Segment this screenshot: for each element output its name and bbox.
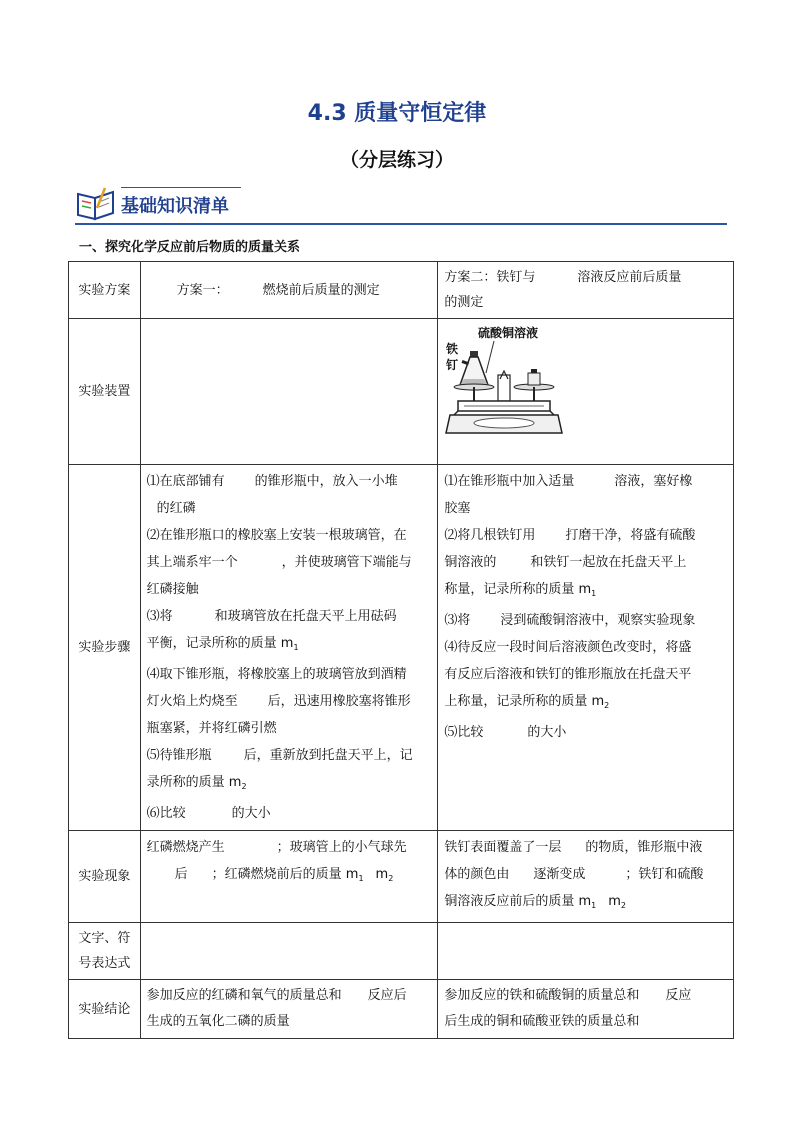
row-label: 实验方案 <box>69 262 141 319</box>
section-title: 基础知识清单 <box>121 196 229 217</box>
step-text: 平衡，记录所称的质量 m <box>146 636 294 651</box>
plan-one-cell <box>140 262 438 319</box>
sub-heading: 一、探究化学反应前后物质的质量关系 <box>79 240 301 255</box>
plan-two-text-2: 的测定 <box>444 295 484 310</box>
table-row <box>69 923 734 980</box>
step-text: 瓶塞紧，并将红磷引燃 <box>146 721 277 736</box>
nail-label-1: 铁 <box>446 342 459 356</box>
nail-label-2: 钉 <box>446 358 459 372</box>
apparatus-cell-b <box>438 319 734 465</box>
conclusion-text: 参加反应的红磷和氧气的质量总和 <box>146 988 342 1003</box>
step-text: 的锥形瓶中，放入一小堆 <box>254 474 398 489</box>
step-text: ⑶将 <box>444 613 471 628</box>
step-text: 有反应后溶液和铁钉的锥形瓶放在托盘天平 <box>444 667 692 682</box>
plan-two-label: 方案二：铁钉与 <box>444 270 536 285</box>
phenomenon-text: 后 <box>174 867 188 882</box>
step-text: ⑵将几根铁钉用 <box>444 528 536 543</box>
phenomenon-text: m <box>375 867 389 882</box>
step-text: ⑸比较 <box>444 725 484 740</box>
experiment-table <box>68 261 734 1039</box>
step-text: 称量，记录所称的质量 m <box>444 582 592 597</box>
steps-cell-a: ⑴在底部铺有 的锥形瓶中，放入一小堆 的红磷 ⑵在锥形瓶口的橡胶塞上安装一根玻璃管，在 其上端系牢一个 ，并使玻璃管下端能与 红磷接触 ⑶将 和玻璃管放在托盘天平上用砝码 平衡，记录所称的质量 $m_1$ ⑷取下锥形瓶，将橡胶塞上的玻璃管放到酒精 灯火焰上灼烧至 后，迅速用橡胶塞将锥形 瓶塞紧，并将红磷引燃 ⑸待锥形瓶 后，重新放到托盘天平上，记 录所称的质量 $m_2$ ⑹比较 的大小 <box>140 465 438 831</box>
copper-sulfate-label: 硫酸铜溶液 <box>478 326 539 340</box>
phenomenon-text: ；红磷燃烧前后的质量 m <box>211 867 359 882</box>
step-text: ⑷待反应一段时间后溶液颜色改变时，将盛 <box>444 640 692 655</box>
step-text: ，并使玻璃管下端能与 <box>281 555 412 570</box>
conclusion-cell-a <box>140 980 438 1039</box>
plan-two-cell <box>438 262 734 319</box>
step-text: 和铁钉一起放在托盘天平上 <box>530 555 687 570</box>
page-subtitle: （分层练习） <box>339 149 454 171</box>
phenomenon-text: ；玻璃管上的小气球先 <box>276 840 407 855</box>
step-text: 溶液，塞好橡 <box>614 474 693 489</box>
phenomenon-text: ；铁钉和硫酸 <box>625 867 704 882</box>
step-text: 上称量，记录所称的质量 m <box>444 694 605 709</box>
phenomenon-text: 铜溶液反应前后的质量 m <box>444 894 592 909</box>
row-label: 实验结论 <box>69 980 141 1039</box>
step-text: ⑴在底部铺有 <box>146 474 225 489</box>
step-text: ⑴在锥形瓶中加入适量 <box>444 474 575 489</box>
phenomenon-cell-a: 红磷燃烧产生 ；玻璃管上的小气球先 后 ；红磷燃烧前后的质量 $m_1$ $m_2$ <box>140 831 438 923</box>
conclusion-text: 后生成的铜和硫酸亚铁的质量总和 <box>444 1014 640 1029</box>
conclusion-text: 反应 <box>665 988 692 1003</box>
steps-cell-b: ⑴在锥形瓶中加入适量 溶液，塞好橡 胶塞 ⑵将几根铁钉用 打磨干净，将盛有硫酸 铜溶液的 和铁钉一起放在托盘天平上 称量，记录所称的质量 $m_1$ ⑶将 浸到硫酸铜溶液中，观察实验现象 ⑷待反应一段时间后溶液颜色改变时，将盛 有反应后溶液和铁钉的锥形瓶放在托盘天平 上称量，记录所称的质量 $m_2$ ⑸比较 的大小 <box>438 465 734 831</box>
phenomenon-text: 体的颜色由 <box>444 867 510 882</box>
phenomenon-cell-b: 铁钉表面覆盖了一层 的物质，锥形瓶中液 体的颜色由 逐渐变成 ；铁钉和硫酸 铜溶液反应前后的质量 $m_1$ $m_2$ <box>438 831 734 923</box>
section-accent-line <box>121 187 241 188</box>
table-row <box>69 319 734 465</box>
row-label: 实验现象 <box>69 831 141 923</box>
step-text: ⑶将 <box>146 609 173 624</box>
plan-one-label: 方案一： <box>176 282 229 298</box>
book-icon <box>75 186 117 222</box>
step-text: 浸到硫酸铜溶液中，观察实验现象 <box>500 613 696 628</box>
conclusion-text: 反应后 <box>367 988 407 1003</box>
conclusion-cell-b <box>438 980 734 1039</box>
balance-apparatus-image <box>444 323 564 453</box>
step-text: 的大小 <box>527 725 567 740</box>
phenomenon-text: 铁钉表面覆盖了一层 <box>444 840 562 855</box>
step-text: 录所称的质量 m <box>146 775 242 790</box>
section-divider <box>75 223 727 225</box>
step-text: 铜溶液的 <box>444 555 497 570</box>
step-text: 其上端系牢一个 <box>146 555 238 570</box>
table-row <box>69 980 734 1039</box>
step-text: ⑷取下锥形瓶，将橡胶塞上的玻璃管放到酒精 <box>146 667 407 682</box>
expression-cell-a <box>140 923 438 980</box>
row-label: 文字、符 号表达式 <box>69 923 141 980</box>
step-text: 红磷接触 <box>146 582 199 597</box>
step-text: 的大小 <box>231 806 271 821</box>
row-label: 实验装置 <box>69 319 141 465</box>
conclusion-text: 生成的五氧化二磷的质量 <box>146 1014 290 1029</box>
step-text: 打磨干净，将盛有硫酸 <box>565 528 696 543</box>
apparatus-cell-a <box>140 319 438 465</box>
phenomenon-text: m <box>608 894 621 909</box>
phenomenon-text: 红磷燃烧产生 <box>146 840 225 855</box>
table-row <box>69 831 734 923</box>
row-label: 实验步骤 <box>69 465 141 831</box>
conclusion-text: 参加反应的铁和硫酸铜的质量总和 <box>444 988 640 1003</box>
table-row <box>69 465 734 831</box>
step-text: 的红磷 <box>156 501 196 516</box>
section-header <box>75 186 727 226</box>
plan-two-text: 溶液反应前后质量 <box>577 270 682 285</box>
step-text: 灯火焰上灼烧至 <box>146 694 238 709</box>
plan-one-text: 燃烧前后质量的测定 <box>262 282 380 298</box>
phenomenon-text: 逐渐变成 <box>533 867 586 882</box>
page-title: 4.3 质量守恒定律 <box>307 101 487 126</box>
step-text: 后，迅速用橡胶塞将锥形 <box>267 694 411 709</box>
step-text: ⑹比较 <box>146 806 186 821</box>
step-text: 和玻璃管放在托盘天平上用砝码 <box>214 609 397 624</box>
table-row <box>69 262 734 319</box>
step-text: 后，重新放到托盘天平上，记 <box>243 748 413 763</box>
step-text: ⑵在锥形瓶口的橡胶塞上安装一根玻璃管，在 <box>146 528 407 543</box>
expression-cell-b <box>438 923 734 980</box>
step-text: 胶塞 <box>444 501 471 516</box>
step-text: ⑸待锥形瓶 <box>146 748 212 763</box>
phenomenon-text: 的物质，锥形瓶中液 <box>585 840 703 855</box>
